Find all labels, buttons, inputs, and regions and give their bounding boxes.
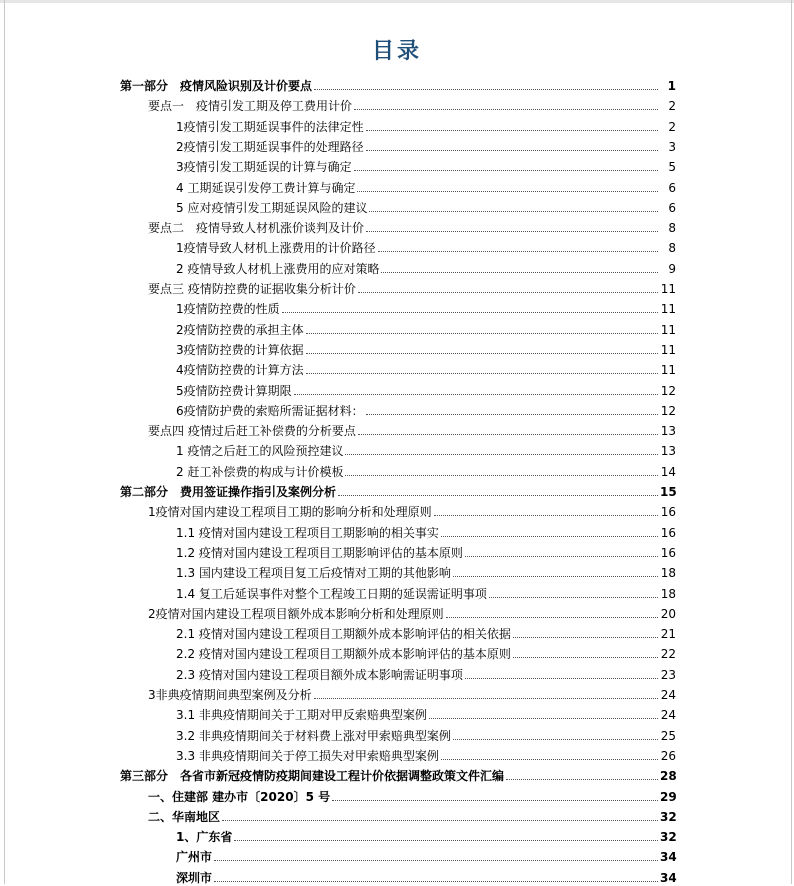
toc-entry[interactable] [176,135,676,155]
toc-page-number: 26 [660,748,676,763]
toc-page-number: 11 [660,322,676,337]
toc-page-number: 12 [660,383,676,398]
toc-title: 目录 [371,38,422,64]
toc-entry-label: 1 疫情之后赶工的风险预控建议 [176,444,344,459]
toc-page-number: 34 [660,850,677,865]
toc-entry[interactable] [176,358,676,378]
toc-entry[interactable] [176,379,676,399]
toc-entry[interactable] [120,764,676,784]
toc-entry-label: 3非典疫情期间典型案例及分析 [148,688,312,702]
toc-page-number: 16 [660,545,676,560]
toc-entry[interactable] [148,602,676,622]
toc-dot-leader [345,475,658,476]
toc-page-number: 8 [668,221,676,236]
toc-dot-leader [441,759,658,760]
toc-dot-leader [338,495,658,496]
toc-entry[interactable] [176,196,676,216]
toc-page-number: 13 [660,444,676,459]
toc-entry[interactable] [176,845,676,865]
toc-dot-leader [381,272,658,273]
toc-dot-leader [489,597,658,598]
toc-page-number: 28 [660,769,677,784]
toc-entry-label: 3疫情引发工期延误的计算与确定 [176,160,352,175]
toc-entry[interactable] [176,744,676,764]
toc-entry[interactable] [176,703,676,723]
toc-entry[interactable] [176,561,676,581]
toc-dot-leader [358,292,658,293]
toc-entry-label: 二、华南地区 [148,809,221,824]
toc-entry[interactable] [148,500,676,520]
toc-entry-label: 第三部分 各省市新冠疫情防疫期间建设工程计价依据调整政策文件汇编 [120,769,505,784]
toc-entry-label: 1疫情引发工期延误事件的法律定性 [176,119,364,134]
toc-entry-label: 2.2 疫情对国内建设工程项目工期额外成本影响评估的基本原则 [176,647,511,662]
toc-dot-leader [358,434,658,435]
toc-page-number: 18 [660,566,676,581]
toc-entry-label: 2疫情引发工期延误事件的处理路径 [176,139,364,154]
toc-entry-label: 深圳市 [176,870,213,885]
toc-page-number: 11 [660,282,676,296]
toc-entry-label: 2.3 疫情对国内建设工程项目额外成本影响需证明事项 [176,667,463,682]
toc-page-number: 29 [660,789,677,804]
toc-entry-label: 2.1 疫情对国内建设工程项目工期额外成本影响评估的相关依据 [176,627,511,642]
toc-dot-leader [332,800,658,801]
toc-page-number: 24 [660,688,676,702]
toc-entry[interactable] [176,541,676,561]
toc-page-number: 21 [660,627,676,642]
toc-entry-label: 3.2 非典疫情期间关于材料费上涨对甲索赔典型案例 [176,728,451,743]
toc-page-number: 34 [660,870,677,885]
toc-page-number: 9 [668,261,676,276]
toc-dot-leader [294,394,658,395]
toc-dot-leader [234,840,658,841]
toc-dot-leader [366,231,658,232]
toc-entry[interactable] [176,318,676,338]
toc-entry-label: 要点三 疫情防控费的证据收集分析计价 [148,282,356,296]
toc-entry-label: 1.3 国内建设工程项目复工后疫情对工期的其他影响 [176,566,451,581]
toc-entry-label: 6疫情防护费的索赔所需证据材料： [176,403,364,418]
toc-dot-leader [513,637,658,638]
toc-dot-leader [357,191,658,192]
toc-page-number: 1 [667,79,676,93]
toc-entry-label: 1疫情防控费的性质 [176,302,280,317]
toc-dot-leader [314,698,658,699]
toc-dot-leader [214,881,658,882]
toc-dot-leader [366,150,658,151]
toc-entry-label: 2 疫情导致人材机上涨费用的应对策略 [176,261,380,276]
toc-dot-leader [282,312,658,313]
toc-dot-leader [222,820,658,821]
toc-entry-label: 1疫情导致人材机上涨费用的计价路径 [176,241,376,256]
toc-entry[interactable] [176,155,676,175]
toc-dot-leader [506,779,658,780]
toc-entry[interactable] [148,419,676,439]
toc-entry-label: 5疫情防控费计算期限 [176,383,292,398]
toc-entry[interactable] [176,176,676,196]
toc-dot-leader [306,353,658,354]
toc-entry[interactable] [148,683,676,703]
toc-page-number: 23 [660,667,676,682]
toc-entry[interactable] [148,216,676,236]
toc-dot-leader [369,211,658,212]
toc-entry[interactable] [176,236,676,256]
toc-dot-leader [429,718,658,719]
toc-entry-label: 第二部分 费用签证操作指引及案例分析 [120,485,337,499]
toc-page-number: 15 [660,485,677,499]
toc-dot-leader [446,617,658,618]
toc-page-number: 20 [660,606,676,621]
toc-entry-label: 1.2 疫情对国内建设工程项目工期影响评估的基本原则 [176,545,463,560]
toc-entry-label: 要点二 疫情导致人材机涨价谈判及计价 [148,221,365,236]
toc-page-number: 12 [660,403,676,418]
toc-page-number: 13 [660,424,676,439]
toc-entry[interactable] [176,663,676,683]
toc-dot-leader [366,130,658,131]
toc-dot-leader [465,556,658,557]
toc-dot-leader [314,89,658,90]
toc-entry[interactable] [176,521,676,541]
toc-dot-leader [214,860,658,861]
toc-page-number: 6 [668,200,676,215]
toc-entry[interactable] [176,866,676,886]
toc-page-number: 16 [660,505,676,520]
toc-entry[interactable] [176,724,676,744]
toc-entry[interactable] [120,480,676,500]
toc-entry-label: 要点一 疫情引发工期及停工费用计价 [148,99,353,114]
toc-page-number: 5 [668,160,676,175]
toc-page-number: 6 [668,180,676,195]
toc-entry-label: 4疫情防控费的计算方法 [176,363,304,378]
toc-dot-leader [306,333,658,334]
toc-entry-label: 5 应对疫情引发工期延误风险的建议 [176,200,368,215]
toc-entry[interactable] [120,74,676,94]
toc-page-number: 25 [660,728,676,743]
toc-page-number: 2 [668,99,676,114]
toc-entry-label: 1.4 复工后延误事件对整个工程竣工日期的延误需证明事项 [176,586,487,601]
toc-entry[interactable] [148,94,676,114]
toc-entry-label: 3.1 非典疫情期间关于工期对甲反索赔典型案例 [176,708,427,723]
toc-entry[interactable] [176,297,676,317]
toc-entry[interactable] [176,622,676,642]
toc-page-number: 16 [660,525,676,540]
toc-dot-leader [306,373,658,374]
toc-entry-label: 一、住建部 建办市〔2020〕5 号 [148,789,331,804]
toc-dot-leader [513,657,658,658]
toc-page-number: 11 [660,302,676,317]
toc-page-number: 32 [660,809,677,824]
toc-dot-leader [453,739,658,740]
toc-entry-label: 2 赶工补偿费的构成与计价模板 [176,464,344,479]
toc-dot-leader [453,576,658,577]
toc-entry[interactable] [176,115,676,135]
toc-entry[interactable] [176,399,676,419]
toc-page-number: 22 [660,647,676,662]
toc-entry[interactable] [176,460,676,480]
toc-page-number: 32 [660,830,677,845]
toc-entry[interactable] [176,439,676,459]
toc-entry-label: 1、广东省 [176,830,233,845]
toc-page-number: 24 [660,708,676,723]
toc-entry[interactable] [148,805,676,825]
toc-entry[interactable] [176,825,676,845]
toc-page-number: 14 [660,464,676,479]
toc-entry[interactable] [148,277,676,297]
toc-entry-label: 1.1 疫情对国内建设工程项目工期影响的相关事实 [176,525,439,540]
toc-entry[interactable] [176,257,676,277]
toc-entry[interactable] [176,582,676,602]
toc-dot-leader [465,678,658,679]
toc-entry[interactable] [176,338,676,358]
toc-entry-label: 2疫情对国内建设工程项目额外成本影响分析和处理原则 [148,606,444,621]
toc-page-number: 11 [660,342,676,357]
toc-entry-label: 第一部分 疫情风险识别及计价要点 [120,79,313,93]
toc-entry-label: 1疫情对国内建设工程项目工期的影响分析和处理原则 [148,505,432,520]
toc-entry-label: 4 工期延误引发停工费计算与确定 [176,180,356,195]
toc-entry-label: 3疫情防控费的计算依据 [176,342,304,357]
toc-dot-leader [345,454,658,455]
toc-page-number: 18 [660,586,676,601]
toc-page-number: 11 [660,363,676,378]
toc-dot-leader [366,414,658,415]
toc-dot-leader [354,109,658,110]
toc-dot-leader [378,251,658,252]
toc-entry-label: 3.3 非典疫情期间关于停工损失对甲索赔典型案例 [176,748,439,763]
toc-entry-label: 广州市 [176,850,213,865]
toc-page-number: 8 [668,241,676,256]
toc-page-number: 2 [668,119,676,134]
toc-page-number: 3 [668,139,676,154]
toc-dot-leader [441,536,658,537]
toc-entry[interactable] [148,785,676,805]
toc-entry-label: 2疫情防控费的承担主体 [176,322,304,337]
toc-dot-leader [434,515,658,516]
toc-entry[interactable] [176,642,676,662]
toc-dot-leader [354,170,658,171]
toc-entry-label: 要点四 疫情过后赶工补偿费的分析要点 [148,424,356,439]
